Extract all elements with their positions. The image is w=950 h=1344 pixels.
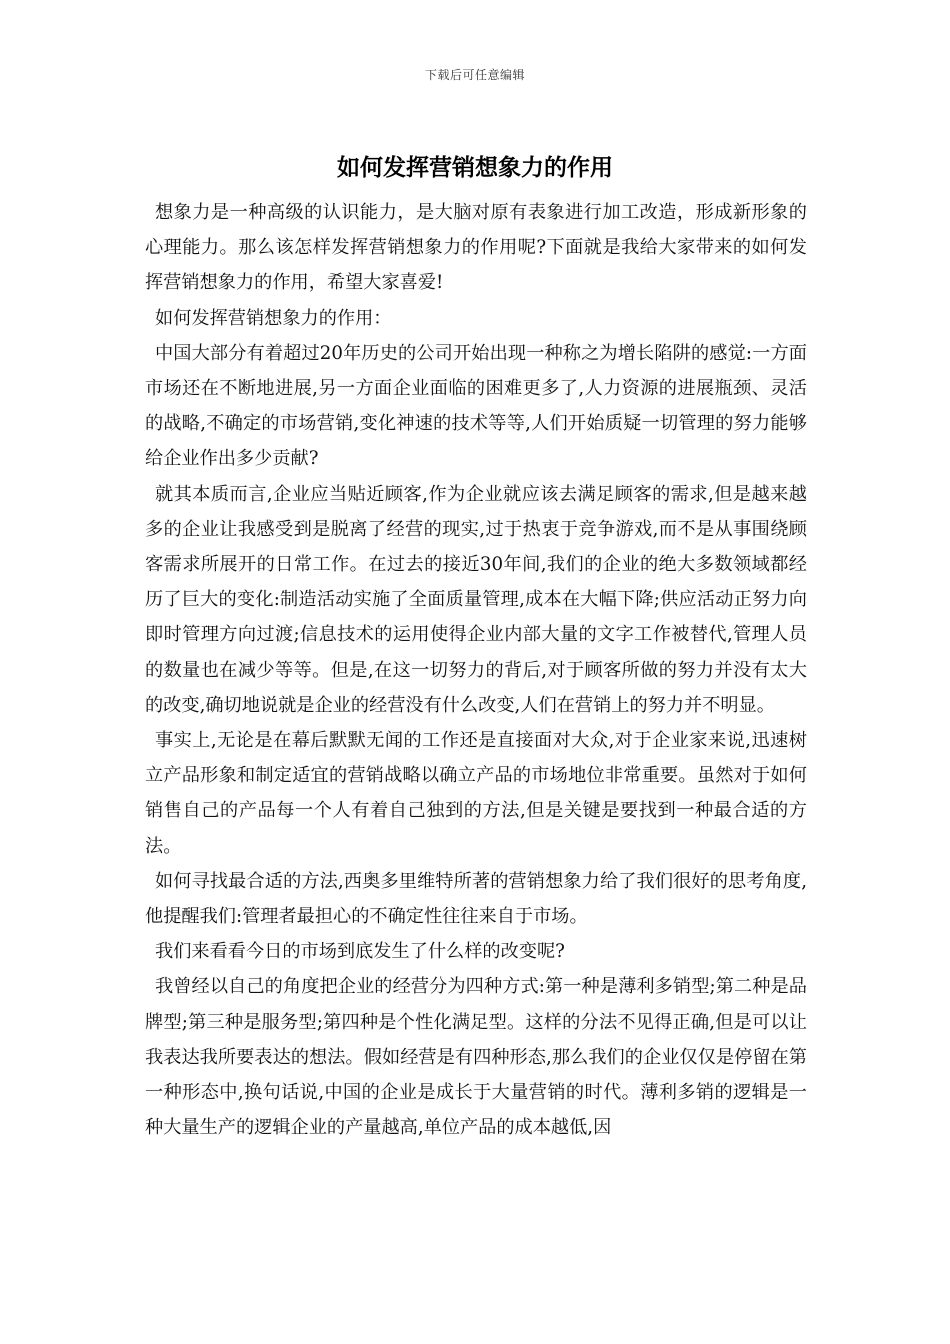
paragraph-four-modes: 我曾经以自己的角度把企业的经营分为四种方式:第一种是薄利多销型;第二种是品牌型;第三种是服务型;第四种是个性化满足型。这样的分法不见得正确,但是可以让我表达我所要表达的想法。假如经营是有四种形态,那么我们的企业仅仅是停留在第一种形态中,换句话说,中国的企业是成长于大量营销的时代。薄利多销的逻辑是一种大量生产的逻辑企业的产量越高,单位产品的成本越低,因	[145, 976, 807, 1139]
header-note: 下载后可任意编辑	[424, 68, 525, 82]
paragraph-intro: 想象力是一种高级的认识能力，是大脑对原有表象进行加工改造，形成新形象的心理能力。那么该怎样发挥营销想象力的作用呢?下面就是我给大家带来的如何发挥营销想象力的作用，希望大家喜爱!	[145, 202, 807, 294]
paragraph-growth-trap: 中国大部分有着超过20年历史的公司开始出现一种称之为增长陷阱的感觉:一方面市场还在不断地进展,另一方面企业面临的困难更多了,人力资源的进展瓶颈、灵活的战略,不确定的市场营销,变化神速的技术等等,人们开始质疑一切管理的努力能够给企业作出多少贡献?	[145, 342, 807, 470]
paragraph-marketing-strategy: 事实上,无论是在幕后默默无闻的工作还是直接面对大众,对于企业家来说,迅速树立产品形象和制定适宜的营销战略以确立产品的市场地位非常重要。虽然对于如何销售自己的产品每一个人有着自己独到的方法,但是关键是要找到一种最合适的方法。	[145, 730, 807, 857]
paragraph-customer-focus: 就其本质而言,企业应当贴近顾客,作为企业就应该去满足顾客的需求,但是越来越多的企业让我感受到是脱离了经营的现实,过于热衷于竞争游戏,而不是从事围绕顾客需求所展开的日常工作。在过去的接近30年间,我们的企业的绝大多数领域都经历了巨大的变化:制造活动实施了全面质量管理,成本在大幅下降;供应活动正努力向即时管理方向过渡;信息技术的运用使得企业内部大量的文字工作被替代,管理人员的数量也在减少等等。但是,在这一切努力的背后,对于顾客所做的努力并没有太大的改变,确切地说就是企业的经营没有什么改变,人们在营销上的努力并不明显。	[145, 483, 807, 716]
paragraph-market-change: 我们来看看今日的市场到底发生了什么样的改变呢?	[155, 941, 565, 963]
paragraph-best-method: 如何寻找最合适的方法,西奥多里维特所著的营销想象力给了我们很好的思考角度,他提醒我们:管理者最担心的不确定性往往来自于市场。	[145, 870, 807, 928]
document-body	[145, 195, 807, 1145]
document-title: 如何发挥营销想象力的作用	[337, 154, 613, 181]
paragraph-subheading: 如何发挥营销想象力的作用：	[155, 307, 392, 329]
